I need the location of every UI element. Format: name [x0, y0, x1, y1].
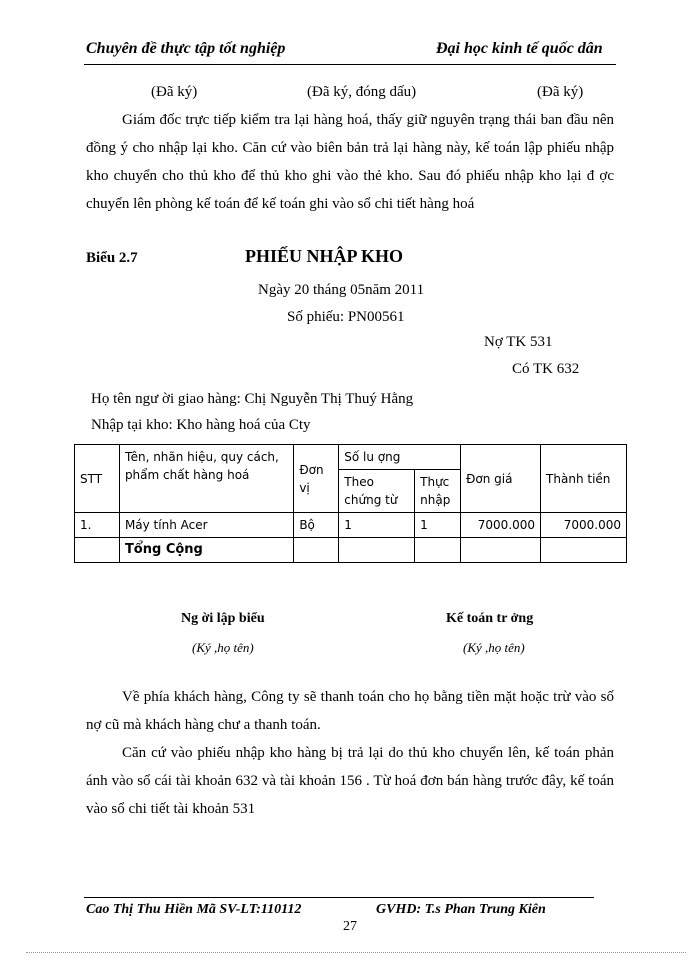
- header-rule: [84, 64, 616, 65]
- header-left: Chuyên đề thực tập tốt nghiệp: [86, 40, 286, 57]
- table-row: [75, 513, 627, 538]
- debit-account: Nợ TK 531: [484, 334, 553, 350]
- receipt-table: [74, 444, 627, 563]
- accountant-title: Kế toán tr ởng: [446, 611, 534, 626]
- deliverer-name: Họ tên ngư ời giao hàng: Chị Nguyễn Thị Thuý Hằng: [91, 391, 414, 407]
- signature-left: (Đã ký): [151, 84, 198, 100]
- signature-center: (Đã ký, đóng dấu): [307, 84, 417, 100]
- footer-right: GVHD: T.s Phan Trung Kiên: [376, 902, 546, 917]
- header-item-name-line1: Tên, nhãn hiệu, quy cách,: [124, 450, 279, 464]
- header-qty-real-line1: Thực: [420, 475, 450, 489]
- header-price: Đơn giá: [461, 445, 541, 513]
- total-amount-cell: [541, 538, 627, 563]
- form-label: Biểu 2.7: [86, 250, 138, 266]
- header-item-name: [119, 445, 293, 513]
- total-label: Tổng Cộng: [119, 538, 293, 563]
- total-qty-doc-cell: [339, 538, 415, 563]
- total-stt-cell: [75, 538, 120, 563]
- header-amount: Thành tiền: [541, 445, 627, 513]
- intro-paragraph: [86, 106, 614, 218]
- row-qty-real: 1: [415, 513, 461, 538]
- footer-rule: [84, 897, 594, 898]
- accountant-note: (Ký ,họ tên): [463, 640, 525, 655]
- header-qty-real-line2: nhập: [420, 493, 451, 507]
- row-unit: Bộ: [294, 513, 339, 538]
- total-qty-real-cell: [415, 538, 461, 563]
- page-number: 27: [343, 919, 357, 934]
- table-header-row: [75, 445, 627, 470]
- total-price-cell: [461, 538, 541, 563]
- row-amount: 7000.000: [541, 513, 627, 538]
- header-qty-real: [415, 470, 461, 513]
- paragraph-payment-text: Về phía khách hàng, Công ty sẽ thanh toán cho họ bằng tiền mặt hoặc trừ vào số nợ cũ mà khách hàng chư a thanh toán.: [86, 689, 614, 733]
- paragraph-accounting-text: Căn cứ vào phiếu nhập kho hàng bị trả lại do thủ kho chuyển lên, kế toán phản ánh vào sổ cái tài khoản 632 và tài khoản 156 . Từ hoá đơn bán hàng trước đây, kế toán vào sổ chi tiết tài khoản 531: [86, 745, 614, 817]
- preparer-note: (Ký ,họ tên): [192, 640, 254, 655]
- intro-paragraph-text: Giám đốc trực tiếp kiểm tra lại hàng hoá, thấy giữ nguyên trạng thái ban đầu nên đồng ý cho nhập lại kho. Căn cứ vào biên bản trả lại hàng này, kế toán lập phiếu nhập kho chuyển cho thủ kho để thủ kho ghi vào thẻ kho. Sau đó phiếu nhập kho lại đ ợc chuyển lên phòng kế toán để kế toán ghi vào sổ chi tiết hàng hoá: [86, 112, 614, 212]
- header-stt: STT: [75, 445, 120, 513]
- header-quantity: Số lu ợng: [339, 445, 461, 470]
- header-unit-line1: Đơn: [299, 462, 324, 477]
- form-title: PHIẾU NHẬP KHO: [245, 246, 404, 266]
- total-unit-cell: [294, 538, 339, 563]
- header-unit: [294, 445, 339, 513]
- header-unit-line2: vị: [299, 480, 310, 495]
- header-item-name-line2: phẩm chất hàng hoá: [124, 468, 250, 482]
- table-total-row: [75, 538, 627, 563]
- header-qty-doc-line2: chứng từ: [344, 493, 398, 507]
- preparer-title: Ng ời lập biểu: [181, 611, 265, 626]
- credit-account: Có TK 632: [512, 361, 580, 377]
- header-qty-doc: [339, 470, 415, 513]
- form-date: Ngày 20 tháng 05năm 2011: [258, 282, 425, 298]
- form-number: Số phiếu: PN00561: [287, 309, 405, 325]
- paragraph-payment: [86, 683, 614, 739]
- header-qty-doc-line1: Theo: [344, 475, 374, 489]
- footer-left: Cao Thị Thu Hiền Mã SV-LT:110112: [86, 902, 302, 917]
- paragraph-accounting: [86, 739, 614, 823]
- row-name: Máy tính Acer: [119, 513, 293, 538]
- header-right: Đại học kinh tế quốc dân: [436, 40, 603, 57]
- warehouse-name: Nhập tại kho: Kho hàng hoá của Cty: [91, 417, 311, 433]
- signature-right: (Đã ký): [537, 84, 584, 100]
- row-stt: 1.: [75, 513, 120, 538]
- row-qty-doc: 1: [339, 513, 415, 538]
- bottom-dotted-line: [26, 952, 686, 953]
- row-price: 7000.000: [461, 513, 541, 538]
